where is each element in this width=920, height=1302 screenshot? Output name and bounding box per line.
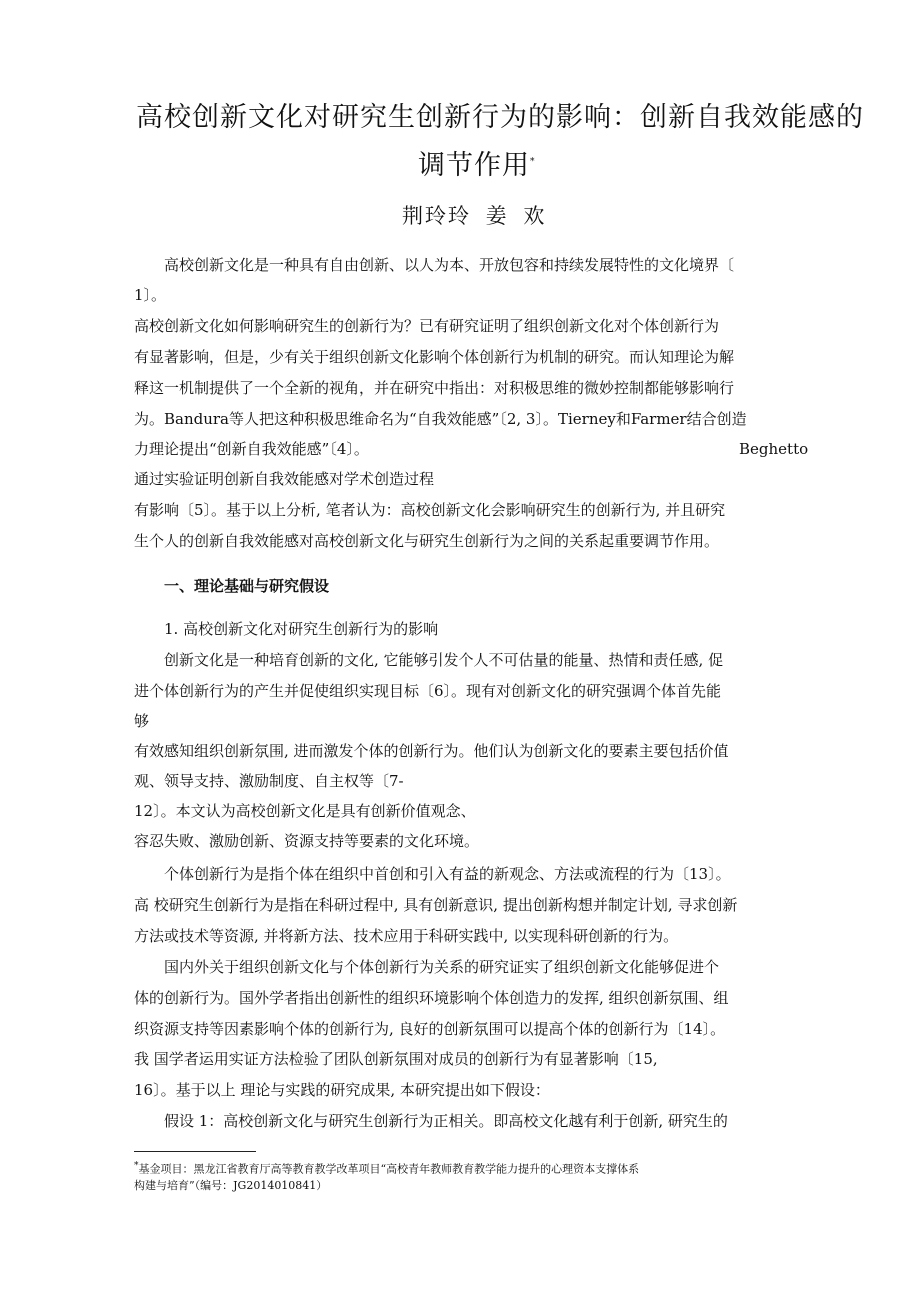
body-line: 高 校研究生创新行为是指在科研过程中, 具有创新意识, 提出创新构想并制定计划, 寻求创新 — [134, 896, 738, 914]
title-footnote-marker: * — [530, 157, 536, 167]
footnote-rule — [134, 1151, 256, 1152]
title-line-2-text: 调节作用 — [418, 150, 530, 181]
body-line: 1〕。 — [134, 286, 167, 304]
footnote-line-2: 构建与培育”（编号：JG2014010841） — [134, 1179, 328, 1192]
body-line: 通过实验证明创新自我效能感对学术创造过程 — [134, 470, 435, 488]
body-line: 高校创新文化是一种具有自由创新、以人为本、开放包容和持续发展特性的文化境界〔 — [164, 256, 735, 274]
footnote-text-1: 基金项目：黑龙江省教育厅高等教育教学改革项目“高校青年教师教育教学能力提升的心理资本支撑体系 — [138, 1162, 640, 1176]
subsection-heading: 1. 高校创新文化对研究生创新行为的影响 — [164, 620, 439, 638]
body-line: 个体创新行为是指个体在组织中首创和引入有益的新观念、方法或流程的行为〔13〕。 — [164, 865, 731, 883]
body-line: 创新文化是一种培育创新的文化, 它能够引发个人不可估量的能量、热情和责任感, 促 — [164, 651, 724, 669]
body-line: 12〕。本文认为高校创新文化是具有创新价值观念、 — [134, 802, 476, 820]
body-line: 容忍失败、激励创新、资源支持等要素的文化环境。 — [134, 832, 480, 850]
body-line: 观、领导支持、激励制度、自主权等〔7- — [134, 772, 404, 790]
body-line: 有影响〔5〕。基于以上分析, 笔者认为：高校创新文化会影响研究生的创新行为, 并且研究 — [134, 501, 726, 519]
section-heading: 一、理论基础与研究假设 — [164, 577, 330, 595]
body-line: 方法或技术等资源, 并将新方法、技术应用于科研实践中, 以实现科研创新的行为。 — [134, 927, 679, 945]
footnote-line-1 — [134, 1157, 639, 1179]
body-line: 高校创新文化如何影响研究生的创新行为？已有研究证明了组织创新文化对个体创新行为 — [134, 317, 720, 335]
title-line-2 — [418, 143, 536, 182]
body-line: 生个人的创新自我效能感对高校创新文化与研究生创新行为之间的关系起重要调节作用。 — [134, 532, 720, 550]
hypothesis-line: 假设 1：高校创新文化与研究生创新行为正相关。即高校文化越有利于创新, 研究生的 — [164, 1112, 728, 1130]
title-line-1: 高校创新文化对研究生创新行为的影响：创新自我效能感的 — [136, 102, 864, 133]
body-line: 16〕。基于以上 理论与实践的研究成果, 本研究提出如下假设： — [134, 1081, 550, 1099]
body-line: 够 — [134, 712, 150, 730]
body-line: Beghetto — [739, 440, 809, 458]
body-line: 织资源支持等因素影响个体的创新行为, 良好的创新氛围可以提高个体的创新行为〔14〕。 — [134, 1020, 726, 1038]
body-line: 有效感知组织创新氛围, 进而激发个体的创新行为。他们认为创新文化的要素主要包括价值 — [134, 742, 729, 760]
body-line: 体的创新行为。国外学者指出创新性的组织环境影响个体创造力的发挥, 组织创新氛围、组 — [134, 989, 729, 1007]
body-line: 力理论提出“创新自我效能感”〔4〕。 — [134, 440, 369, 458]
body-line: 为。Bandura等人把这种积极思维命名为“自我效能感”〔2, 3〕。Tierney和Farmer结合创造 — [134, 410, 747, 428]
body-line: 我 国学者运用实证方法检验了团队创新氛围对成员的创新行为有显著影响〔15, — [134, 1050, 658, 1068]
footnote-marker: * — [134, 1161, 139, 1171]
authors: 荆玲玲 姜 欢 — [402, 204, 547, 228]
body-line: 国内外关于组织创新文化与个体创新行为关系的研究证实了组织创新文化能够促进个 — [164, 958, 720, 976]
body-line: 有显著影响，但是，少有关于组织创新文化影响个体创新行为机制的研究。而认知理论为解 — [134, 348, 735, 366]
body-line: 进个体创新行为的产生并促使组织实现目标〔6〕。现有对创新文化的研究强调个体首先能 — [134, 682, 722, 700]
body-line: 释这一机制提供了一个全新的视角，并在研究中指出：对积极思维的微妙控制都能够影响行 — [134, 379, 735, 397]
